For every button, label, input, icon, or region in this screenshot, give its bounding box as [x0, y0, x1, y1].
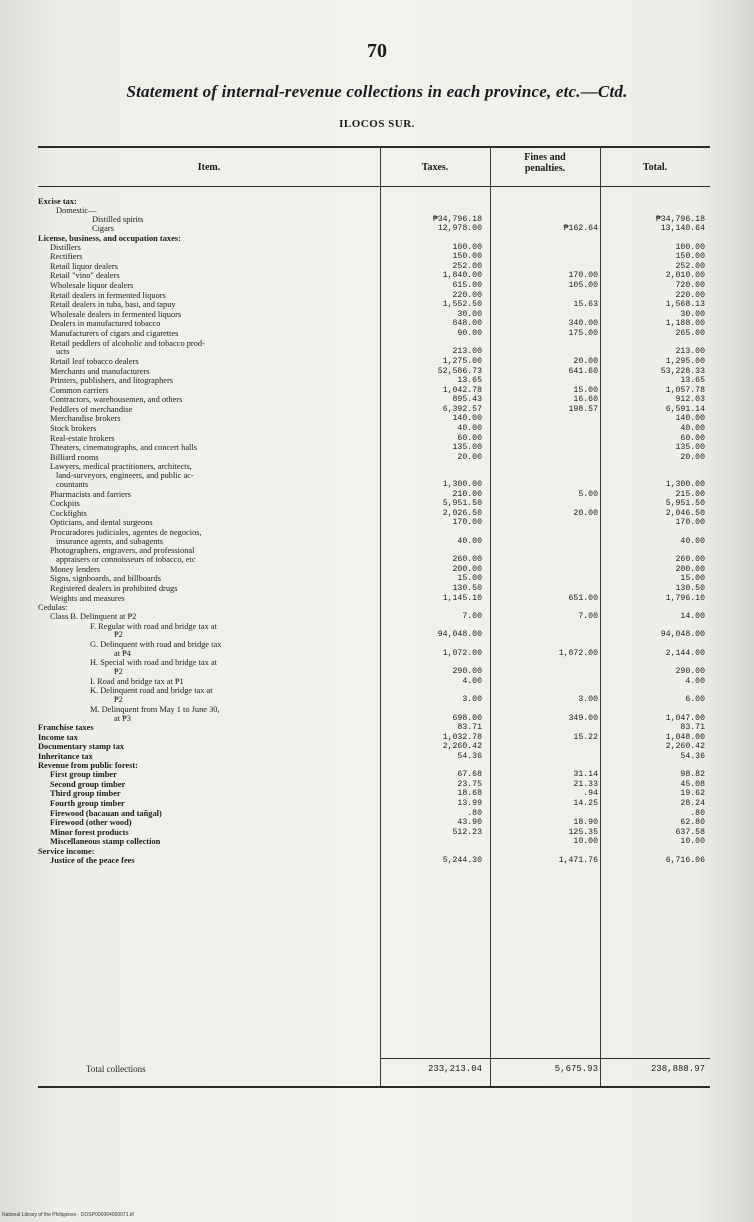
row-label: Billiard rooms [50, 453, 99, 462]
row-label: Firewood (other wood) [50, 819, 132, 828]
row-total: 6,591.14 [665, 404, 705, 414]
table-row [38, 753, 710, 763]
row-total: 28.24 [680, 799, 705, 809]
row-total: 20.00 [680, 452, 705, 462]
table-row [38, 566, 710, 576]
table-row [38, 538, 710, 548]
total-total: 238,888.97 [650, 1064, 705, 1074]
row-fines: 18.90 [573, 818, 598, 828]
table-bottom-rule [38, 1086, 710, 1088]
row-taxes: 1,042.78 [442, 385, 482, 395]
row-taxes: 1,300.00 [442, 480, 482, 490]
table-body [38, 198, 710, 866]
row-total: 10.00 [680, 837, 705, 847]
total-row [38, 1064, 710, 1076]
row-total: 1,057.78 [665, 385, 705, 395]
row-total: 60.00 [680, 433, 705, 443]
table-row [38, 340, 710, 349]
total-label: Total collections [86, 1064, 146, 1074]
row-taxes: 2,026.50 [442, 508, 482, 518]
row-total: 2,046.50 [665, 508, 705, 518]
row-total: 2,010.00 [665, 271, 705, 281]
table-row [38, 320, 710, 330]
table-row [38, 810, 710, 820]
row-total: 215.00 [675, 489, 705, 499]
table-row [38, 848, 710, 857]
row-label: Third group timber [50, 790, 121, 799]
table-row [38, 743, 710, 753]
table-row [38, 857, 710, 867]
table-row [38, 585, 710, 595]
row-total: 94,048.00 [660, 630, 705, 640]
table-row [38, 631, 710, 641]
row-label: Photographers, engravers, and professional [50, 547, 195, 556]
row-label: Lawyers, medical practitioners, architects, [50, 463, 192, 472]
row-taxes: 1,275.00 [442, 356, 482, 366]
table-row [38, 819, 710, 829]
row-label: Justice of the peace fees [50, 856, 135, 865]
total-top-rule [380, 1058, 710, 1059]
row-taxes: 67.68 [457, 770, 482, 780]
row-taxes: 210.00 [452, 489, 482, 499]
total-taxes: 233,213.04 [427, 1064, 482, 1074]
row-label: insurance agents, and subagents [56, 537, 163, 546]
table-row [38, 790, 710, 800]
row-taxes: 13.65 [457, 376, 482, 386]
row-label: Retail liquor dealers [50, 262, 118, 271]
row-taxes: 150.00 [452, 252, 482, 262]
table-row [38, 510, 710, 520]
table-row [38, 696, 710, 706]
row-fines: 198.57 [568, 404, 598, 414]
row-taxes: 43.90 [457, 818, 482, 828]
table-row [38, 800, 710, 810]
row-total: 1,047.00 [665, 713, 705, 723]
row-taxes: 848.00 [452, 319, 482, 329]
row-label: I. Road and bridge tax at ₱1 [90, 677, 184, 686]
row-taxes: 698.00 [452, 713, 482, 723]
page-number: 70 [367, 40, 387, 62]
row-total: 1,796.10 [665, 593, 705, 603]
row-taxes: 94,048.00 [437, 630, 482, 640]
table-row [38, 687, 710, 696]
row-taxes: 52,586.73 [437, 366, 482, 376]
row-total: 15.00 [680, 574, 705, 584]
row-label: Wholesale dealers in fermented liquors [50, 310, 182, 319]
row-taxes: 615.00 [452, 280, 482, 290]
table-row [38, 330, 710, 340]
row-label: land-surveyors, engineers, and public ac- [56, 472, 194, 481]
table-row [38, 454, 710, 464]
table-top-rule [38, 146, 710, 148]
table-row [38, 311, 710, 321]
row-label: Manufacturers of cigars and cigarettes [50, 329, 179, 338]
row-total: 140.00 [675, 414, 705, 424]
row-total: 6.00 [685, 695, 705, 705]
row-label: Inheritance tax [38, 752, 93, 761]
province-subtitle: ILOCOS SUR. [339, 118, 415, 130]
table-row [38, 838, 710, 848]
row-label: Second group timber [50, 780, 126, 789]
row-total: 6,716.06 [665, 855, 705, 865]
row-fines: 170.00 [568, 271, 598, 281]
row-total: 83.71 [680, 723, 705, 733]
row-fines: 15.00 [573, 385, 598, 395]
row-taxes: 15.00 [457, 574, 482, 584]
table-row [38, 301, 710, 311]
row-label: Cedulas: [38, 604, 68, 613]
row-total: 45.08 [680, 779, 705, 789]
row-taxes: 7.00 [462, 611, 482, 621]
row-label: Procuradores judiciales, agentes de negocios, [50, 529, 202, 537]
table-row [38, 253, 710, 263]
row-fines: 21.33 [573, 779, 598, 789]
row-taxes: 13.99 [457, 799, 482, 809]
table-row [38, 678, 710, 688]
row-total: 2,144.00 [665, 648, 705, 658]
row-total: 5,951.50 [665, 499, 705, 509]
row-label: Weights and measures [50, 594, 125, 603]
row-label: Cockfights [50, 509, 87, 518]
row-fines: 10.00 [573, 837, 598, 847]
row-total: 30.00 [680, 309, 705, 319]
row-total: ₱34,796.18 [655, 214, 705, 224]
header-total: Total. [642, 162, 668, 173]
row-taxes: 290.00 [452, 667, 482, 677]
row-taxes: 30.00 [457, 309, 482, 319]
table-row [38, 481, 710, 491]
header-fines-line1: Fines and [524, 152, 566, 163]
row-label: Miscellaneous stamp collection [50, 838, 161, 847]
row-total: 40.00 [680, 424, 705, 434]
row-fines: 105.00 [568, 280, 598, 290]
row-fines: 340.00 [568, 319, 598, 329]
row-fines: 3.00 [578, 695, 598, 705]
row-total: 213.00 [675, 347, 705, 357]
row-label: Retail "vino" dealers [50, 272, 120, 281]
row-fines: .94 [583, 789, 598, 799]
row-total: 1,568.13 [665, 300, 705, 310]
row-label: K. Delinquent road and bridge tax at [90, 687, 213, 696]
row-taxes: 18.68 [457, 789, 482, 799]
table-row [38, 829, 710, 839]
row-label: Cockpits [50, 500, 80, 509]
table-row [38, 641, 710, 650]
row-label: Merchants and manufacturers [50, 367, 150, 376]
table-row [38, 444, 710, 454]
row-label: Distilled spirits [92, 215, 144, 224]
row-fines: 31.14 [573, 770, 598, 780]
row-label: Signs, signboards, and billboards [50, 575, 161, 584]
table-row [38, 406, 710, 416]
row-label: Printers, publishers, and litographers [50, 377, 174, 386]
table-row [38, 491, 710, 501]
row-taxes: 5,244.30 [442, 855, 482, 865]
row-total: 260.00 [675, 555, 705, 565]
row-fines: 14.25 [573, 799, 598, 809]
table-row [38, 463, 710, 472]
table-row [38, 244, 710, 254]
row-taxes: 2,260.42 [442, 742, 482, 752]
row-label: Cigars [92, 225, 114, 234]
table-row [38, 547, 710, 556]
row-taxes: 1,032.78 [442, 732, 482, 742]
row-taxes: 60.00 [457, 433, 482, 443]
row-taxes: 1,145.10 [442, 593, 482, 603]
table-row [38, 348, 710, 358]
row-label: Income tax [38, 733, 78, 742]
header-item: Item. [197, 162, 221, 173]
row-label: Contractors, warehousemen, and others [50, 396, 183, 405]
row-label: Rectifiers [50, 253, 83, 262]
row-taxes: 4.00 [462, 676, 482, 686]
row-total: 135.00 [675, 443, 705, 453]
table-row [38, 358, 710, 368]
row-label: M. Delinquent from May 1 to June 30, [90, 705, 220, 714]
row-taxes: 90.00 [457, 328, 482, 338]
row-taxes: 6,392.57 [442, 404, 482, 414]
row-total: 13.65 [680, 376, 705, 386]
row-total: 290.00 [675, 667, 705, 677]
row-total: 13,140.64 [660, 224, 705, 234]
row-taxes: 135.00 [452, 443, 482, 453]
row-fines: 7.00 [578, 611, 598, 621]
row-label: Merchandise brokers [50, 415, 121, 424]
table-row [38, 668, 710, 678]
table-row [38, 216, 710, 226]
table-row [38, 282, 710, 292]
row-total: 130.50 [675, 583, 705, 593]
table-row [38, 781, 710, 791]
table-row [38, 207, 710, 216]
row-label: at ₱3 [114, 714, 131, 723]
total-fines: 5,675.93 [554, 1064, 598, 1074]
row-total: 637.58 [675, 827, 705, 837]
row-total: 252.00 [675, 261, 705, 271]
table-row [38, 425, 710, 435]
table-row [38, 368, 710, 378]
row-label: Class B. Delinquent at ₱2 [50, 612, 137, 621]
row-label: Documentary stamp tax [38, 743, 125, 752]
table-row [38, 519, 710, 529]
row-label: Money lenders [50, 565, 101, 574]
row-label: Franchise taxes [38, 724, 94, 733]
row-total: 1,188.00 [665, 319, 705, 329]
row-taxes: 512.23 [452, 827, 482, 837]
row-label: Retail leaf tobacco dealers [50, 357, 139, 366]
row-label: G. Delinquent with road and bridge tax [90, 640, 222, 649]
table-row [38, 396, 710, 406]
row-label: ₱2 [114, 696, 123, 705]
row-taxes: .80 [467, 808, 482, 818]
row-total: 170.00 [675, 518, 705, 528]
row-taxes: 200.00 [452, 564, 482, 574]
row-total: .80 [690, 808, 705, 818]
row-taxes: 130.50 [452, 583, 482, 593]
row-total: 150.00 [675, 252, 705, 262]
row-taxes: 213.00 [452, 347, 482, 357]
row-label: Pharmacists and farriers [50, 490, 131, 499]
header-fines-line2: penalties. [524, 163, 566, 174]
row-taxes: 12,978.00 [437, 224, 482, 234]
row-label: ucts [56, 348, 70, 357]
row-total: 54.36 [680, 751, 705, 761]
footer-note: National Library of the Philippines · DOSP000064950071.tif [2, 1212, 134, 1218]
row-label: Distillers [50, 243, 81, 252]
table-row [38, 613, 710, 623]
row-label: ₱2 [114, 668, 123, 677]
row-fines: 16.60 [573, 395, 598, 405]
row-total: 912.03 [675, 395, 705, 405]
row-taxes: 40.00 [457, 536, 482, 546]
table-row [38, 225, 710, 235]
row-label: Service income: [38, 848, 95, 857]
row-taxes: 20.00 [457, 452, 482, 462]
table-row [38, 771, 710, 781]
row-taxes: 5,951.50 [442, 499, 482, 509]
row-total: 1,295.00 [665, 356, 705, 366]
row-total: 2,260.42 [665, 742, 705, 752]
row-total: 98.82 [680, 770, 705, 780]
row-taxes: 40.00 [457, 424, 482, 434]
row-taxes: 220.00 [452, 290, 482, 300]
table-row [38, 715, 710, 725]
row-taxes: 1,072.00 [442, 648, 482, 658]
row-label: at ₱4 [114, 649, 131, 658]
row-label: Registered dealers in prohibited drugs [50, 584, 178, 593]
table-row [38, 500, 710, 510]
table-row [38, 198, 710, 207]
row-taxes: 100.00 [452, 242, 482, 252]
table-row [38, 235, 710, 244]
row-label: Retail dealers in tuba, basi, and tapuy [50, 301, 176, 310]
row-label: First group timber [50, 771, 117, 780]
page-title: Statement of internal-revenue collections in each province, etc.—Ctd. [126, 82, 628, 101]
row-label: Common carriers [50, 386, 109, 395]
row-taxes: 895.43 [452, 395, 482, 405]
row-total: 1,048.00 [665, 732, 705, 742]
row-total: 19.62 [680, 789, 705, 799]
row-fines: 651.00 [568, 593, 598, 603]
row-taxes: 54.36 [457, 751, 482, 761]
row-fines: 1,072.00 [558, 648, 598, 658]
row-fines: 1,471.76 [558, 855, 598, 865]
row-taxes: 3.00 [462, 695, 482, 705]
row-fines: 641.60 [568, 366, 598, 376]
table-row [38, 556, 710, 566]
table-row [38, 706, 710, 715]
row-label: H. Special with road and bridge tax at [90, 659, 217, 668]
row-label: countants [56, 481, 89, 490]
table-row [38, 415, 710, 425]
row-label: Revenue from public forest: [38, 762, 138, 771]
row-label: Dealers in manufactured tobacco [50, 320, 161, 329]
row-taxes: 83.71 [457, 723, 482, 733]
row-taxes: 260.00 [452, 555, 482, 565]
header-fines [490, 152, 600, 174]
row-total: 62.80 [680, 818, 705, 828]
row-total: 14.00 [680, 611, 705, 621]
row-label: Retail peddlers of alcoholic and tobacco prod- [50, 339, 205, 348]
table-row [38, 659, 710, 668]
table-row [38, 387, 710, 397]
row-fines: ₱162.64 [563, 224, 598, 234]
row-total: 265.00 [675, 328, 705, 338]
row-label: Opticians, and dental surgeons [50, 519, 153, 528]
row-fines: 175.00 [568, 328, 598, 338]
row-fines: 5.00 [578, 489, 598, 499]
row-label: Real-estate brokers [50, 434, 115, 443]
row-taxes: 140.00 [452, 414, 482, 424]
table-row [38, 435, 710, 445]
row-fines: 349.00 [568, 713, 598, 723]
row-taxes: 1,552.50 [442, 300, 482, 310]
table-row [38, 292, 710, 302]
table-row [38, 595, 710, 605]
row-label: Wholesale liquor dealers [50, 281, 134, 290]
row-fines: 15.63 [573, 300, 598, 310]
row-fines: 20.00 [573, 508, 598, 518]
row-label: Domestic— [56, 206, 97, 215]
row-label: Peddlers of merchandise [50, 405, 133, 414]
table-row [38, 762, 710, 771]
row-fines: 20.00 [573, 356, 598, 366]
header-bottom-rule [38, 186, 710, 187]
row-total: 1,300.00 [665, 480, 705, 490]
row-taxes: ₱34,796.18 [432, 214, 482, 224]
table-row [38, 272, 710, 282]
table-row [38, 529, 710, 538]
table-row [38, 377, 710, 387]
table-row [38, 724, 710, 734]
row-total: 40.00 [680, 536, 705, 546]
table-row [38, 472, 710, 481]
row-taxes: 23.75 [457, 779, 482, 789]
row-total: 100.00 [675, 242, 705, 252]
table-row [38, 734, 710, 744]
row-taxes: 252.00 [452, 261, 482, 271]
row-label: Excise tax: [38, 198, 77, 206]
row-label: Theaters, cinematographs, and concert halls [50, 444, 197, 453]
row-total: 53,228.33 [660, 366, 705, 376]
table-row [38, 263, 710, 273]
row-label: License, business, and occupation taxes: [38, 234, 181, 243]
row-label: appraisers or connoisseurs of tobacco, etc [56, 556, 196, 565]
row-fines: 15.22 [573, 732, 598, 742]
row-total: 220.00 [675, 290, 705, 300]
row-label: F. Regular with road and bridge tax at [90, 622, 217, 631]
table-row [38, 623, 710, 632]
row-label: ₱2 [114, 631, 123, 640]
table-row [38, 650, 710, 660]
row-total: 720.00 [675, 280, 705, 290]
row-label: Fourth group timber [50, 800, 125, 809]
row-fines: 125.35 [568, 827, 598, 837]
row-total: 4.00 [685, 676, 705, 686]
row-taxes: 170.00 [452, 518, 482, 528]
table-row [38, 575, 710, 585]
row-label: Firewood (bacauan and tañgal) [50, 809, 162, 818]
row-taxes: 1,840.00 [442, 271, 482, 281]
row-label: Minor forest products [50, 828, 129, 837]
row-total: 200.00 [675, 564, 705, 574]
header-taxes: Taxes. [421, 162, 449, 173]
table-row [38, 604, 710, 613]
row-label: Retail dealers in fermented liquors [50, 291, 166, 300]
row-label: Stock brokers [50, 425, 97, 434]
